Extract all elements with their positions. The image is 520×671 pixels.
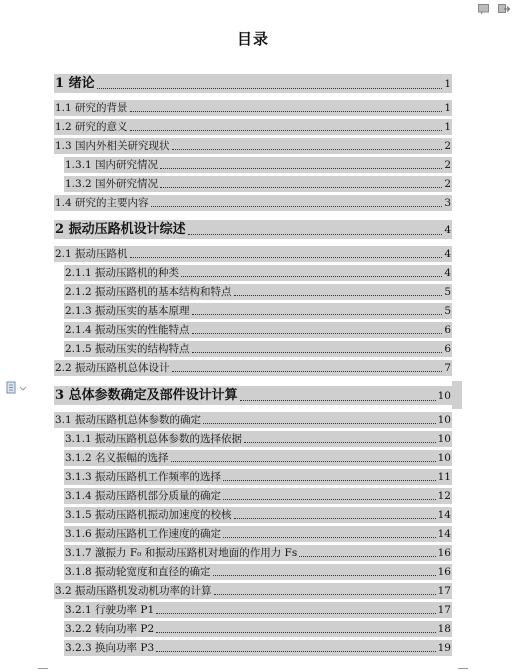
dot-leader — [223, 537, 436, 538]
toc-page-number: 14 — [437, 509, 451, 521]
toc-entry-title: 1.2 研究的意义 — [55, 121, 128, 133]
toc-entry-title: 2.1.3 振动压实的基本原理 — [65, 305, 190, 317]
share-icon[interactable] — [498, 3, 510, 15]
toc-page-number: 2 — [444, 140, 451, 152]
dot-leader — [172, 149, 443, 150]
dot-leader — [156, 613, 435, 614]
toc-page-number: 11 — [437, 471, 451, 483]
dot-leader — [240, 400, 436, 401]
toc-entry-title: 3.2.3 换向功率 P3 — [65, 642, 155, 654]
toc-page-number: 2 — [444, 159, 451, 171]
toc-entry-title: 1 绪论 — [55, 76, 95, 91]
dot-leader — [97, 88, 443, 89]
comment-icon[interactable] — [477, 3, 489, 15]
toc-page-number: 4 — [444, 224, 451, 236]
toc-entry[interactable] — [54, 583, 452, 599]
top-toolbar — [0, 0, 520, 18]
toc-page-number: 4 — [444, 248, 451, 260]
toc-page-number: 6 — [444, 324, 451, 336]
toc-entry-title: 1.3.1 国内研究情况 — [65, 159, 159, 171]
dot-leader — [156, 632, 435, 633]
toc-page-number: 4 — [444, 267, 451, 279]
toc-entry-title: 3.1.3 振动压路机工作频率的选择 — [65, 471, 222, 483]
toc-page-number: 10 — [437, 433, 451, 445]
page-title: 目录 — [236, 30, 269, 48]
toc-page-number: 14 — [437, 528, 451, 540]
toc-entry-title: 3.1.8 振动轮宽度和直径的确定 — [65, 566, 211, 578]
dot-leader — [213, 575, 436, 576]
toc-entry-title: 3.1.5 振动压路机振动加速度的校核 — [65, 509, 232, 521]
toc-entry-title: 1.1 研究的背景 — [55, 102, 128, 114]
document-page — [44, 18, 462, 671]
dot-leader — [172, 371, 443, 372]
toc-page-number: 7 — [444, 362, 451, 374]
dot-leader — [234, 518, 436, 519]
dot-leader — [192, 314, 443, 315]
dot-leader — [234, 295, 443, 296]
toc-entry[interactable] — [54, 246, 452, 262]
toc-page-number: 1 — [444, 121, 451, 133]
toc-entry-title: 3.1 振动压路机总体参数的确定 — [55, 414, 202, 426]
dot-leader — [188, 234, 443, 235]
toc-entry-title: 3.1.4 振动压路机部分质量的确定 — [65, 490, 222, 502]
dot-leader — [192, 352, 443, 353]
dot-leader — [130, 257, 443, 258]
toc-entry-title: 2.2 振动压路机总体设计 — [55, 362, 170, 374]
toc-page-number: 16 — [437, 566, 451, 578]
toc-entry[interactable] — [64, 341, 452, 357]
dot-leader — [181, 276, 442, 277]
toc-entry[interactable] — [54, 100, 452, 116]
toc-entry[interactable] — [64, 526, 452, 542]
toc-entry[interactable] — [54, 360, 452, 376]
toc-entry[interactable] — [64, 488, 452, 504]
toc-page-number: 10 — [437, 390, 451, 402]
toc-page-number: 16 — [437, 547, 451, 559]
toc-entry-title: 3.1.2 名义振幅的选择 — [65, 452, 169, 464]
toc-entry[interactable] — [54, 138, 452, 154]
toc-page-number: 5 — [444, 305, 451, 317]
toc-entry-title: 3.1.1 振动压路机总体参数的选择依据 — [65, 433, 243, 445]
toc-page-number: 5 — [444, 286, 451, 298]
toc-entry[interactable] — [64, 621, 452, 637]
toc-entry[interactable] — [64, 564, 452, 580]
dot-leader — [223, 499, 436, 500]
page-corner-mark — [458, 668, 468, 669]
toc-entry[interactable] — [64, 303, 452, 319]
toc-page-number: 10 — [437, 452, 451, 464]
toc-entry-title: 2 振动压路机设计综述 — [55, 222, 186, 237]
toc-entry[interactable] — [64, 265, 452, 281]
toc-entry[interactable] — [64, 507, 452, 523]
toc-entry[interactable] — [64, 640, 452, 656]
toc-heading[interactable] — [54, 74, 452, 93]
toc-page-number: 17 — [437, 585, 451, 597]
toc-page-number: 10 — [437, 414, 451, 426]
toc-entry-title: 1.4 研究的主要内容 — [55, 197, 149, 209]
toc-page-number: 3 — [444, 197, 451, 209]
toc-entry-title: 2.1.4 振动压实的性能特点 — [65, 324, 190, 336]
toc-entry-title: 1.3.2 国外研究情况 — [65, 178, 159, 190]
toc-heading[interactable] — [54, 220, 452, 239]
dot-leader — [299, 556, 435, 557]
toc-page-number: 2 — [444, 178, 451, 190]
toc-page-number: 6 — [444, 343, 451, 355]
toc-page-number: 19 — [437, 642, 451, 654]
dot-leader — [223, 480, 436, 481]
toc-entry-title: 3.2.2 转向功率 P2 — [65, 623, 155, 635]
dot-leader — [130, 130, 443, 131]
toc-entry-title: 3.2 振动压路机发动机功率的计算 — [55, 585, 212, 597]
dot-leader — [151, 206, 443, 207]
dot-leader — [203, 423, 436, 424]
toc-entry[interactable] — [64, 322, 452, 338]
toc-entry-title: 2.1.1 振动压路机的种类 — [65, 267, 180, 279]
toc-page-number: 1 — [444, 102, 451, 114]
dot-leader — [214, 594, 436, 595]
toc-heading[interactable] — [54, 386, 452, 405]
toc-entry[interactable] — [64, 602, 452, 618]
toc-page-number: 1 — [444, 78, 451, 90]
toc-entry-title: 3.2.1 行驶功率 P1 — [65, 604, 155, 616]
toc-page-number: 12 — [437, 490, 451, 502]
toc-entry[interactable] — [64, 469, 452, 485]
dot-leader — [130, 111, 443, 112]
toc-entry[interactable] — [64, 431, 452, 447]
toc-page-number: 17 — [437, 604, 451, 616]
toc-entry-title: 1.3 国内外相关研究现状 — [55, 140, 170, 152]
toc-entry[interactable] — [64, 545, 452, 561]
dot-leader — [171, 461, 436, 462]
toc-entry-title: 3 总体参数确定及部件设计计算 — [55, 388, 238, 403]
toc-entry[interactable] — [54, 195, 452, 211]
dot-leader — [192, 333, 443, 334]
toc-page-number: 18 — [437, 623, 451, 635]
toc-entry[interactable] — [64, 284, 452, 300]
dot-leader — [160, 187, 442, 188]
toc-entry[interactable] — [64, 176, 452, 192]
dot-leader — [160, 168, 442, 169]
toc-entry-title: 2.1 振动压路机 — [55, 248, 128, 260]
selection-highlight — [452, 381, 462, 409]
page-corner-mark — [38, 668, 48, 669]
toc-entry-title: 2.1.2 振动压路机的基本结构和特点 — [65, 286, 232, 298]
dot-leader — [156, 651, 435, 652]
toc-entry[interactable] — [64, 450, 452, 466]
toc-entry-title: 3.1.7 激振力 F₀ 和振动压路机对地面的作用力 Fs — [65, 547, 298, 559]
toc-entry-title: 3.1.6 振动压路机工作速度的确定 — [65, 528, 222, 540]
toc-entry[interactable] — [64, 157, 452, 173]
dot-leader — [244, 442, 436, 443]
document-outline-icon[interactable] — [6, 380, 28, 394]
toc-entry[interactable] — [54, 119, 452, 135]
toc-entry-title: 2.1.5 振动压实的结构特点 — [65, 343, 190, 355]
toc-entry[interactable] — [54, 412, 452, 428]
